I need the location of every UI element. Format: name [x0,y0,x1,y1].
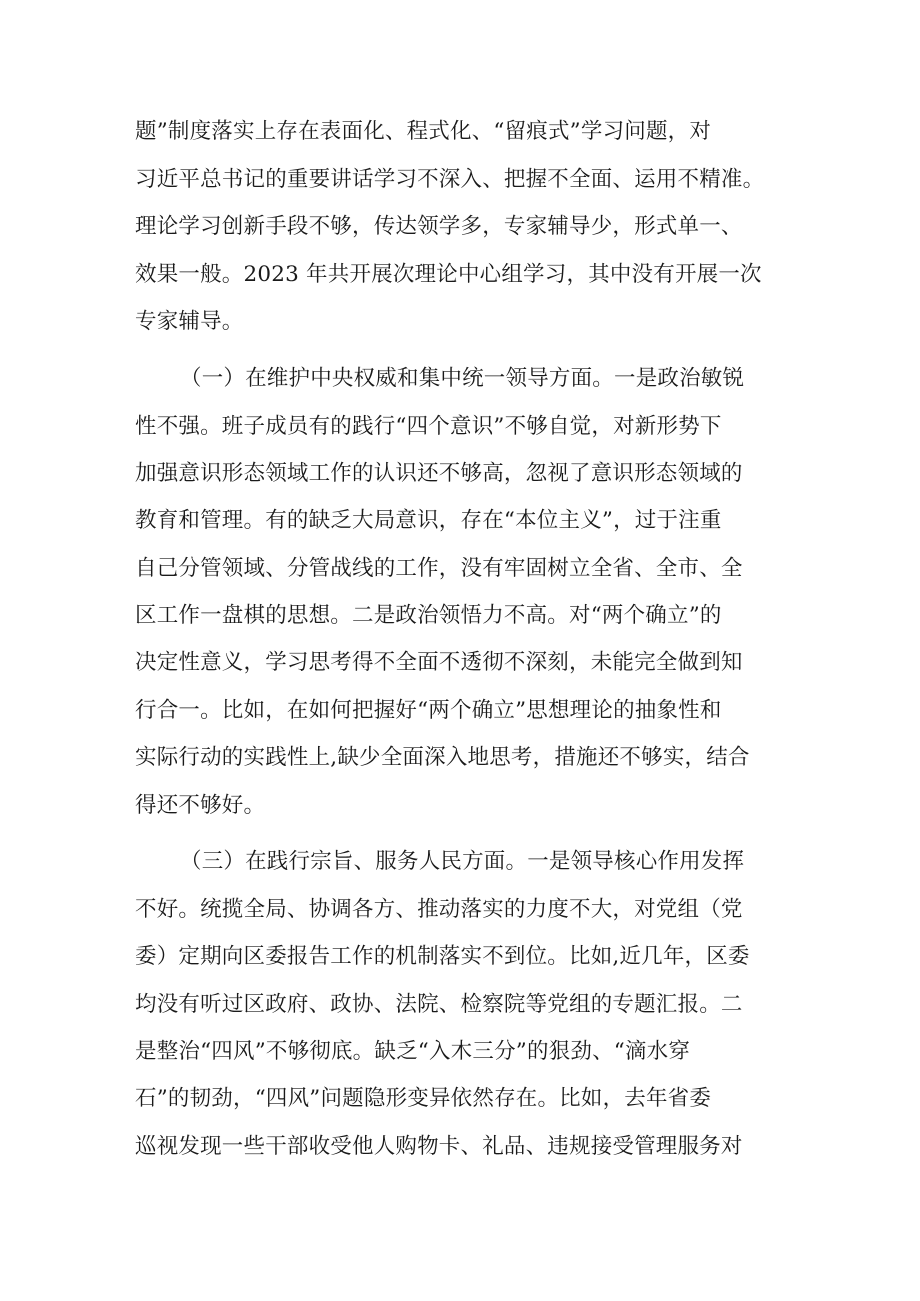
text-line: 均没有听过区政府、政协、法院、检察院等党组的专题汇报。二 [135,992,743,1017]
text-line: 石”的韧劲，“四风”问题隐形变异依然存在。比如，去年省委 [135,1086,712,1111]
text-line: 理论学习创新手段不够，传达领学多，专家辅导少，形式单一、 [135,214,743,239]
text-line: 是整治“四风”不够彻底。缺乏“入木三分”的狠劲、“滴水穿 [135,1039,691,1064]
text-line: 自己分管领域、分管战线的工作，没有牢固树立全省、全市、全 [135,556,743,581]
text-line: 实际行动的实践性上,缺少全面深入地思考，措施还不够实，结合 [135,745,750,770]
text-line: 题”制度落实上存在表面化、程式化、“留痕式”学习问题，对 [135,119,712,144]
text-line: 得还不够好。 [135,793,266,818]
text-line: 区工作一盘棋的思想。二是政治领悟力不高。对“两个确立”的 [135,603,722,628]
text-line: （三）在践行宗旨、服务人民方面。一是领导核心作用发挥 [180,849,745,874]
text-line: 教育和管理。有的缺乏大局意识，存在“本位主义”，过于注重 [135,508,722,533]
text-line: 效果一般。2023 年共开展次理论中心组学习，其中没有开展一次 [135,262,762,287]
text-line: 性不强。班子成员有的践行“四个意识”不够自觉，对新形势下 [135,414,722,439]
text-line: 巡视发现一些干部收受他人购物卡、礼品、违规接受管理服务对 [135,1134,743,1159]
text-line: 决定性意义，学习思考得不全面不透彻不深刻，未能完全做到知 [135,650,743,675]
text-line: （一）在维护中央权威和集中统一领导方面。一是政治敏锐 [180,366,745,391]
text-line: 委）定期向区委报告工作的机制落实不到位。比如,近几年，区委 [135,944,750,969]
text-line: 习近平总书记的重要讲话学习不深入、把握不全面、运用不精准。 [135,167,765,192]
text-line: 专家辅导。 [135,309,244,334]
text-line: 加强意识形态领域工作的认识还不够高，忽视了意识形态领域的 [135,461,743,486]
text-line: 行合一。比如，在如何把握好“两个确立”思想理论的抽象性和 [135,698,722,723]
text-line: 不好。统揽全局、协调各方、推动落实的力度不大，对党组（党 [135,897,743,922]
